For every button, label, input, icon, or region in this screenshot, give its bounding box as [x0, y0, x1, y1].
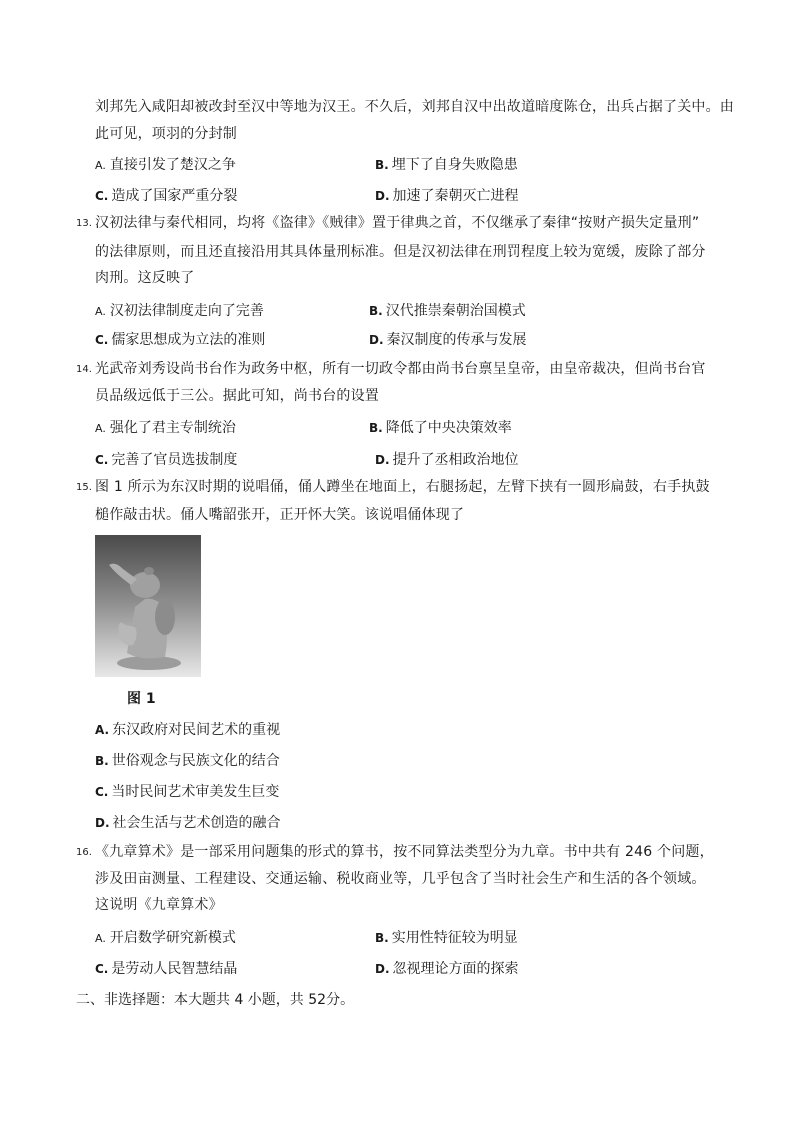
q12-text-line2: 此可见，项羽的分封制 — [95, 126, 237, 142]
figurine-topknot — [144, 567, 154, 575]
q13-text-line1: 汉初法律与秦代相同，均将《盗律》《贼律》置于律典之首，不仅继承了秦律“按财产损失定量刑” — [95, 215, 700, 231]
q12-text-line1: 刘邦先入咸阳却被改封至汉中等地为汉王。不久后，刘邦自汉中出故道暗度陈仓，出兵占据了关中。由 — [95, 99, 734, 115]
q13-option-d[interactable]: D. 秦汉制度的传承与发展 — [369, 332, 527, 348]
figurine-illustration — [95, 535, 201, 677]
q15-option-b[interactable]: B. 世俗观念与民族文化的结合 — [95, 753, 280, 769]
storyteller-figurine-image — [95, 535, 201, 677]
figure-caption: 图 1 — [127, 691, 156, 707]
q13-option-a[interactable]: A. 汉初法律制度走向了完善 — [95, 303, 264, 319]
figurine-arm — [109, 564, 137, 585]
q16-text-line1: 《九章算术》是一部采用问题集的形式的算书，按不同算法类型分为九章。书中共有 246 个问题， — [95, 844, 714, 860]
q12-option-a[interactable]: A. 直接引发了楚汉之争 — [95, 157, 236, 173]
q12-option-d[interactable]: D. 加速了秦朝灭亡进程 — [375, 188, 519, 204]
q15-option-a[interactable]: A. 东汉政府对民间艺术的重视 — [95, 722, 281, 738]
figurine-head — [130, 572, 160, 598]
q13-option-b[interactable]: B. 汉代推崇秦朝治国模式 — [369, 303, 526, 319]
q14-text-line2: 员品级远低于三公。据此可知，尚书台的设置 — [95, 388, 379, 404]
q16-number: 16. — [76, 847, 92, 858]
q16-option-b[interactable]: B. 实用性特征较为明显 — [375, 930, 518, 946]
q16-option-a[interactable]: A. 开启数学研究新模式 — [95, 930, 236, 946]
q14-option-b[interactable]: B. 降低了中央决策效率 — [369, 420, 512, 436]
q14-option-d[interactable]: D. 提升了丞相政治地位 — [375, 452, 519, 468]
q14-text-line1: 光武帝刘秀设尚书台作为政务中枢，所有一切政令都由尚书台禀呈皇帝，由皇帝裁决，但尚书台官 — [95, 361, 706, 377]
q16-text-line3: 这说明《九章算术》 — [95, 897, 223, 913]
q16-option-c[interactable]: C. 是劳动人民智慧结晶 — [95, 961, 238, 977]
q12-option-c[interactable]: C. 造成了国家严重分裂 — [95, 188, 238, 204]
q13-option-c[interactable]: C. 儒家思想成为立法的准则 — [95, 332, 266, 348]
q14-number: 14. — [76, 364, 92, 375]
q13-text-line3: 肉刑。这反映了 — [95, 270, 195, 286]
q12-option-b[interactable]: B. 埋下了自身失败隐患 — [375, 157, 518, 173]
q14-option-a[interactable]: A. 强化了君主专制统治 — [95, 420, 236, 436]
q13-number: 13. — [76, 218, 92, 229]
q15-number: 15. — [76, 482, 92, 493]
figurine-drum — [155, 599, 175, 635]
q16-option-d[interactable]: D. 忽视理论方面的探索 — [375, 961, 519, 977]
q14-option-c[interactable]: C. 完善了官员选拔制度 — [95, 452, 238, 468]
q15-option-d[interactable]: D. 社会生活与艺术创造的融合 — [95, 815, 281, 831]
q13-text-line2: 的法律原则，而且还直接沿用其具体量刑标准。但是汉初法律在刑罚程度上较为宽缓，废除了部分 — [95, 244, 706, 260]
q16-text-line2: 涉及田亩测量、工程建设、交通运输、税收商业等，几乎包含了当时社会生产和生活的各个领域。 — [95, 871, 706, 887]
q15-text-line2: 槌作敲击状。俑人嘴韶张开，正开怀大笑。该说唱俑体现了 — [95, 507, 465, 523]
section-2-heading: 二、非选择题：本大题共 4 小题，共 52分。 — [76, 992, 355, 1008]
q15-text-line1: 图 1 所示为东汉时期的说唱俑，俑人蹲坐在地面上，右腿扬起，左臂下挟有一圆形扁鼓，右手执鼓 — [95, 479, 710, 495]
q15-option-c[interactable]: C. 当时民间艺术审美发生巨变 — [95, 784, 280, 800]
